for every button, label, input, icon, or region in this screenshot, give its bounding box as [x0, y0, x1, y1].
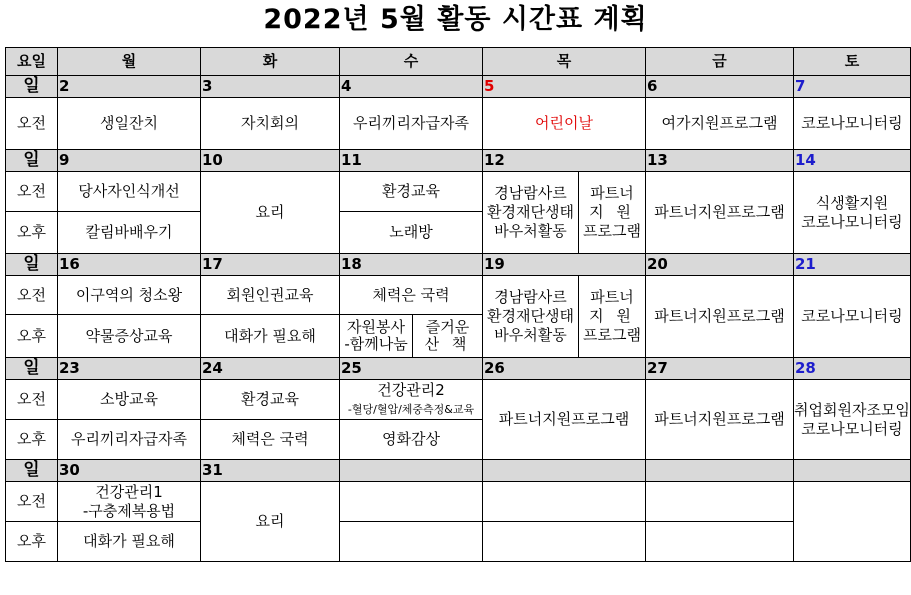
header-wed: 수	[340, 48, 483, 76]
pm-label: 오후	[6, 420, 58, 460]
date-cell: 20	[646, 254, 794, 276]
empty-date-cell	[794, 460, 911, 482]
empty-cell	[646, 522, 794, 562]
sunday-label: 일	[6, 150, 58, 172]
am-label: 오전	[6, 172, 58, 212]
activity-cell: 파트너 지 원 프로그램	[583, 288, 641, 344]
date-row	[6, 460, 911, 482]
saturday-date-cell: 28	[794, 358, 911, 380]
pm-label: 오후	[6, 212, 58, 254]
header-fri: 금	[646, 48, 794, 76]
date-cell: 25	[340, 358, 483, 380]
empty-cell	[340, 522, 483, 562]
am-label: 오전	[6, 98, 58, 150]
date-row	[6, 150, 911, 172]
activity-cell: 식생활지원 코로나모니터링	[794, 172, 911, 254]
schedule-table	[5, 47, 911, 562]
activity-cell: 이구역의 청소왕	[58, 276, 201, 315]
activity-cell: 취업회원자조모임 코로나모니터링	[794, 380, 911, 460]
activity-cell: 대화가 필요해	[58, 522, 201, 562]
activity-cell: 환경교육	[201, 380, 340, 420]
activity-cell: 대화가 필요해	[201, 315, 340, 358]
sunday-label: 일	[6, 76, 58, 98]
date-cell: 18	[340, 254, 483, 276]
date-row	[6, 358, 911, 380]
activity-cell: 즐거운 산 책	[424, 318, 471, 353]
saturday-date-cell: 21	[794, 254, 911, 276]
holiday-cell: 어린이날	[483, 98, 646, 150]
activity-cell: 체력은 국력	[201, 420, 340, 460]
header-day-of-week: 요일	[6, 48, 58, 76]
empty-cell	[483, 522, 646, 562]
activity-cell: 파트너지원프로그램	[646, 276, 794, 358]
activity-cell: 체력은 국력	[340, 276, 483, 315]
activity-cell: 우리끼리자급자족	[340, 98, 483, 150]
date-cell: 30	[58, 460, 201, 482]
activity-cell: 코로나모니터링	[794, 276, 911, 358]
empty-cell	[340, 482, 483, 522]
date-cell: 6	[646, 76, 794, 98]
empty-cell	[794, 482, 911, 562]
header-tue: 화	[201, 48, 340, 76]
date-cell: 16	[58, 254, 201, 276]
date-cell: 4	[340, 76, 483, 98]
activity-cell: 자원봉사 -함께나눔	[340, 315, 413, 357]
date-cell: 10	[201, 150, 340, 172]
activity-cell: 경남람사르 환경재단생태 바우처활동	[483, 276, 579, 357]
wednesday-split-cell	[340, 315, 483, 358]
pm-label: 오후	[6, 522, 58, 562]
activity-cell: 노래방	[340, 212, 483, 254]
am-label: 오전	[6, 380, 58, 420]
date-cell: 27	[646, 358, 794, 380]
date-cell: 13	[646, 150, 794, 172]
date-cell: 31	[201, 460, 340, 482]
sunday-label: 일	[6, 358, 58, 380]
date-cell: 3	[201, 76, 340, 98]
page-title: 2022년 5월 활동 시간표 계획	[263, 4, 648, 35]
activity-cell: 경남람사르 환경재단생태 바우처활동	[483, 172, 579, 253]
activity-cell: 자치회의	[201, 98, 340, 150]
activity-cell: 건강관리1 -구충제복용법	[58, 482, 201, 522]
pm-label: 오후	[6, 315, 58, 358]
activity-cell: 우리끼리자급자족	[58, 420, 201, 460]
date-cell: 2	[58, 76, 201, 98]
empty-cell	[646, 482, 794, 522]
activity-cell: 영화감상	[340, 420, 483, 460]
date-row	[6, 76, 911, 98]
header-row	[6, 48, 911, 76]
header-sat: 토	[794, 48, 911, 76]
activity-cell: 요리	[201, 172, 340, 254]
activity-cell: 건강관리2 -혈당/혈압/체중측정&교육	[340, 380, 483, 420]
activity-cell: 파트너지원프로그램	[646, 380, 794, 460]
activity-cell: 생일잔치	[58, 98, 201, 150]
date-cell: 12	[483, 150, 646, 172]
activity-cell: 칼림바배우기	[58, 212, 201, 254]
sunday-label: 일	[6, 460, 58, 482]
am-row	[6, 482, 911, 522]
activity-cell: 소방교육	[58, 380, 201, 420]
am-label: 오전	[6, 276, 58, 315]
activity-cell: 파트너지원프로그램	[646, 172, 794, 254]
saturday-date-cell: 14	[794, 150, 911, 172]
empty-cell	[483, 482, 646, 522]
activity-cell: 환경교육	[340, 172, 483, 212]
date-cell: 11	[340, 150, 483, 172]
saturday-date-cell: 7	[794, 76, 911, 98]
activity-cell: 파트너지원프로그램	[483, 380, 646, 460]
activity-cell: 당사자인식개선	[58, 172, 201, 212]
activity-cell: 요리	[201, 482, 340, 562]
header-mon: 월	[58, 48, 201, 76]
am-row	[6, 172, 911, 212]
activity-cell: 파트너 지 원 프로그램	[583, 184, 641, 240]
empty-date-cell	[483, 460, 646, 482]
empty-date-cell	[646, 460, 794, 482]
date-cell: 24	[201, 358, 340, 380]
am-row	[6, 98, 911, 150]
activity-cell: 여가지원프로그램	[646, 98, 794, 150]
empty-date-cell	[340, 460, 483, 482]
header-thu: 목	[483, 48, 646, 76]
date-cell: 17	[201, 254, 340, 276]
sunday-label: 일	[6, 254, 58, 276]
date-cell: 23	[58, 358, 201, 380]
thursday-split-cell	[483, 172, 646, 254]
date-row	[6, 254, 911, 276]
date-cell: 26	[483, 358, 646, 380]
am-row	[6, 276, 911, 315]
date-cell: 19	[483, 254, 646, 276]
pm-row	[6, 522, 911, 562]
am-row	[6, 380, 911, 420]
am-label: 오전	[6, 482, 58, 522]
date-cell: 9	[58, 150, 201, 172]
activity-cell: 코로나모니터링	[794, 98, 911, 150]
activity-cell: 약물증상교육	[58, 315, 201, 358]
holiday-date-cell: 5	[483, 76, 646, 98]
activity-cell: 회원인권교육	[201, 276, 340, 315]
thursday-split-cell	[483, 276, 646, 358]
